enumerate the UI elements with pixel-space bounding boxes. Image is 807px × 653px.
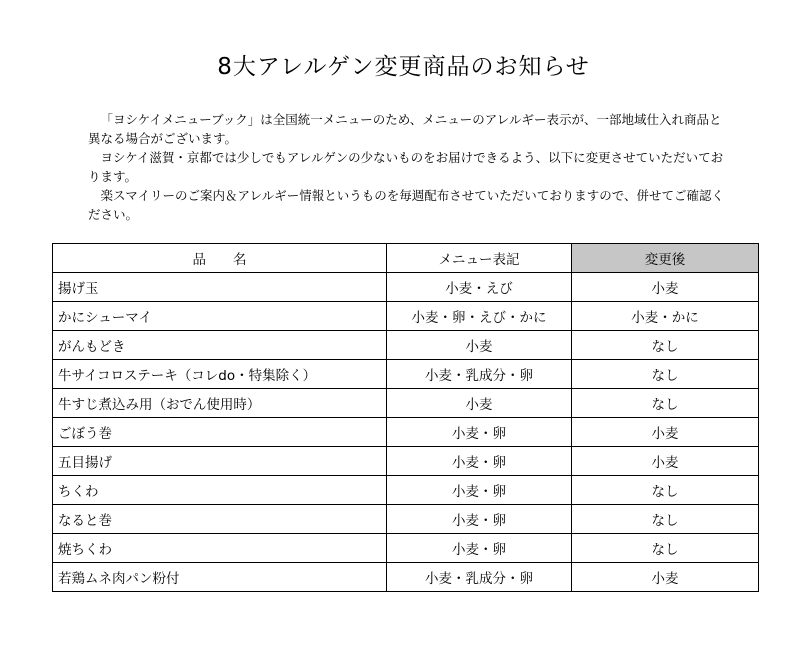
changed-allergen-cell: 小麦 [572,447,759,476]
intro-paragraph: ヨシケイ滋賀・京都では少しでもアレルゲンの少ないものをお届けできるよう、以下に変更させていただいております。 [88,150,724,184]
changed-allergen-cell: なし [572,505,759,534]
changed-allergen-cell: 小麦・かに [572,302,759,331]
changed-allergen-cell: なし [572,331,759,360]
table-row [53,418,759,447]
product-name-cell: 揚げ玉 [53,273,387,302]
changed-allergen-cell: なし [572,476,759,505]
intro-paragraph: 楽スマイリーのご案内＆アレルギー情報というものを毎週配布させていただいておりますので、併せてご確認ください。 [88,188,724,222]
page-title: 8大アレルゲン変更商品のお知らせ [217,54,590,80]
changed-allergen-cell: 小麦 [572,563,759,592]
table-row [53,476,759,505]
intro-paragraph: 「ヨシケイメニューブック」は全国統一メニューのため、メニューのアレルギー表示が、一部地域仕入れ商品と異なる場合がございます。 [88,112,722,146]
product-name-cell: 牛サイコロステーキ（コレdo・特集除く） [53,360,387,389]
table-body [53,273,759,592]
changed-allergen-cell: 小麦 [572,418,759,447]
column-header-after-change: 変更後 [572,244,759,273]
table-row [53,534,759,563]
menu-allergen-cell: 小麦・えび [387,273,572,302]
product-name-cell: かにシューマイ [53,302,387,331]
menu-allergen-cell: 小麦・乳成分・卵 [387,563,572,592]
product-name-cell: 五目揚げ [53,447,387,476]
table-row [53,389,759,418]
table-row [53,505,759,534]
product-name-cell: 若鶏ムネ肉パン粉付 [53,563,387,592]
product-name-cell: がんもどき [53,331,387,360]
table-row [53,360,759,389]
table-row [53,331,759,360]
menu-allergen-cell: 小麦・卵・えび・かに [387,302,572,331]
table-row [53,273,759,302]
menu-allergen-cell: 小麦・卵 [387,505,572,534]
product-name-cell: 牛すじ煮込み用（おでん使用時） [53,389,387,418]
table-row [53,563,759,592]
product-name-cell: ちくわ [53,476,387,505]
column-header-menu-label: メニュー表記 [387,244,572,273]
menu-allergen-cell: 小麦・卵 [387,534,572,563]
changed-allergen-cell: なし [572,389,759,418]
menu-allergen-cell: 小麦・卵 [387,418,572,447]
menu-allergen-cell: 小麦 [387,331,572,360]
menu-allergen-cell: 小麦・卵 [387,447,572,476]
menu-allergen-cell: 小麦・乳成分・卵 [387,360,572,389]
table-row [53,302,759,331]
table-row [53,447,759,476]
menu-allergen-cell: 小麦・卵 [387,476,572,505]
product-name-cell: 焼ちくわ [53,534,387,563]
column-header-product-name: 品 名 [53,244,387,273]
table-header-row [53,244,759,273]
changed-allergen-cell: なし [572,360,759,389]
menu-allergen-cell: 小麦 [387,389,572,418]
product-name-cell: なると巻 [53,505,387,534]
allergen-change-table [52,243,759,592]
changed-allergen-cell: なし [572,534,759,563]
product-name-cell: ごぼう巻 [53,418,387,447]
intro-text [88,110,728,224]
changed-allergen-cell: 小麦 [572,273,759,302]
